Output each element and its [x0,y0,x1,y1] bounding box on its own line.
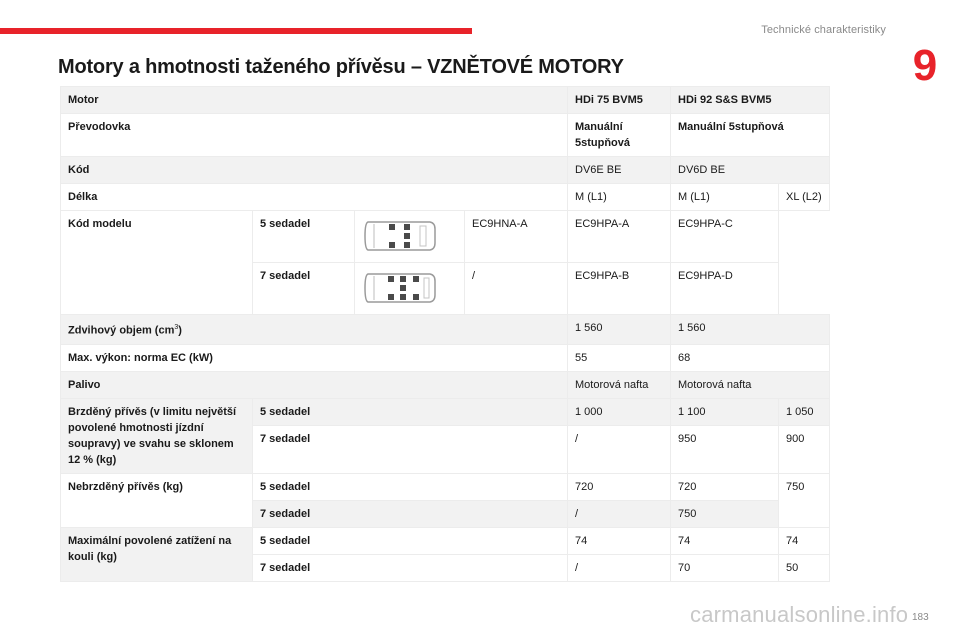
length-c: XL (L2) [779,184,830,211]
displacement-b: 1 560 [671,315,830,345]
motor-label: Motor [61,87,568,114]
table-row-unbraked-5 [61,473,830,500]
table-row-code [61,157,830,184]
power-label: Max. výkon: norma EC (kW) [61,344,568,371]
table-row-displacement [61,315,830,345]
displacement-a: 1 560 [568,315,671,345]
gearbox-a: Manuální 5stupňová [568,114,671,157]
braked-5-seats-label: 5 sedadel [253,398,568,425]
model-5-b: EC9HPA-A [568,211,671,263]
watermark: carmanualsonline.info [690,602,909,627]
van-5-seats-icon [362,216,438,256]
ball-7-seats-label: 7 sedadel [253,554,568,581]
displacement-superscript: 3 [174,324,179,331]
unbraked-7-b: 750 [671,500,779,527]
length-label: Délka [61,184,568,211]
model-7-seats-label: 7 sedadel [253,263,355,315]
code-b: DV6D BE [671,157,830,184]
model-7-c: EC9HPA-D [671,263,779,315]
unbraked-7-a: / [568,500,671,527]
gearbox-b: Manuální 5stupňová [671,114,830,157]
unbraked-7-seats-label: 7 sedadel [253,500,568,527]
section-name: Technické charakteristiky [761,24,886,36]
ball-5-b: 74 [671,527,779,554]
unbraked-label: Nebrzděný přívěs (kg) [61,473,253,527]
engine-b: HDi 92 S&S BVM5 [671,87,830,114]
van-5-cell [355,211,465,263]
power-a: 55 [568,344,671,371]
van-7-cell [355,263,465,315]
braked-7-seats-label: 7 sedadel [253,425,568,473]
model-7-b: EC9HPA-B [568,263,671,315]
table-row-length [61,184,830,211]
table-row-model-5 [61,211,830,263]
braked-5-b: 1 100 [671,398,779,425]
fuel-label: Palivo [61,371,568,398]
length-a: M (L1) [568,184,671,211]
chapter-number: 9 [912,41,938,90]
code-a: DV6E BE [568,157,671,184]
unbraked-c: 750 [779,473,830,527]
ball-5-seats-label: 5 sedadel [253,527,568,554]
page-title: Motory a hmotnosti taženého přívěsu – VZNĚTOVÉ MOTORY [58,56,624,78]
braked-5-c: 1 050 [779,398,830,425]
length-b: M (L1) [671,184,779,211]
displacement-label [61,315,568,345]
ball-7-a: / [568,554,671,581]
spec-table [60,86,830,582]
unbraked-5-b: 720 [671,473,779,500]
ball-7-c: 50 [779,554,830,581]
model-7-a: / [465,263,568,315]
engine-a: HDi 75 BVM5 [568,87,671,114]
ball-5-c: 74 [779,527,830,554]
unbraked-5-seats-label: 5 sedadel [253,473,568,500]
model-5-seats-label: 5 sedadel [253,211,355,263]
power-b: 68 [671,344,830,371]
ball-7-b: 70 [671,554,779,581]
braked-7-a: / [568,425,671,473]
braked-7-b: 950 [671,425,779,473]
braked-7-c: 900 [779,425,830,473]
unbraked-5-a: 720 [568,473,671,500]
model-5-a: EC9HNA-A [465,211,568,263]
model-code-label: Kód modelu [61,211,253,315]
fuel-b: Motorová nafta [671,371,830,398]
code-label: Kód [61,157,568,184]
fuel-a: Motorová nafta [568,371,671,398]
table-row-fuel [61,371,830,398]
table-row-ball-5 [61,527,830,554]
model-5-c: EC9HPA-C [671,211,779,263]
displacement-label-close: ) [178,324,182,337]
table-row-gearbox [61,114,830,157]
van-7-seats-icon [362,268,438,308]
braked-5-a: 1 000 [568,398,671,425]
table-row-power [61,344,830,371]
table-row-motor [61,87,830,114]
ball-label: Maximální povolené zatížení na kouli (kg) [61,527,253,581]
displacement-label-text: Zdvihový objem (cm [68,324,175,337]
ball-5-a: 74 [568,527,671,554]
braked-label: Brzděný přívěs (v limitu největší povolené hmotnosti jízdní soupravy) ve svahu se sklonem 12 % (kg) [61,398,253,473]
table-row-braked-5 [61,398,830,425]
gearbox-label: Převodovka [61,114,568,157]
page-number: 183 [912,612,929,623]
header-accent-bar [0,28,472,34]
